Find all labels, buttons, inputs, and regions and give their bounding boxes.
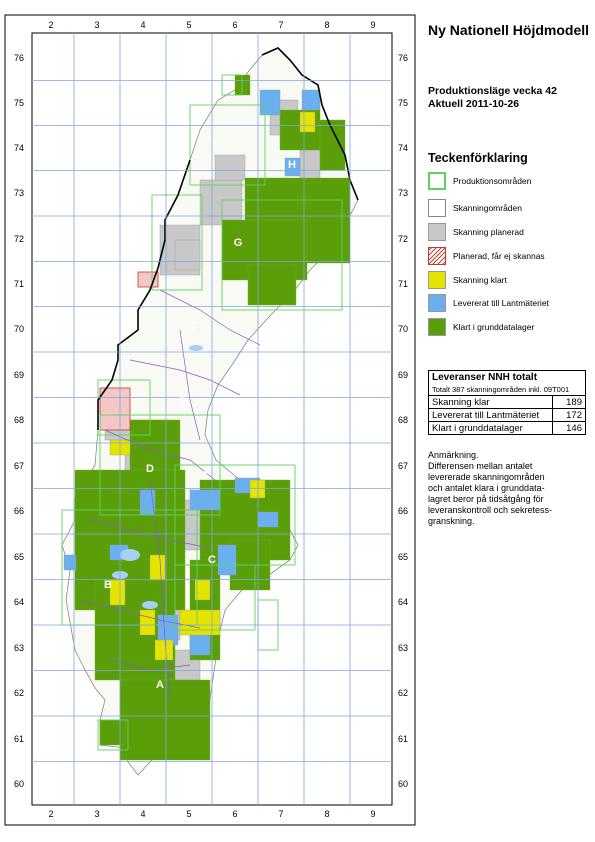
production-status bbox=[428, 85, 557, 111]
legend-item-scan-area bbox=[428, 199, 595, 219]
delivered-swatch bbox=[428, 294, 446, 312]
legend-item-delivered bbox=[428, 294, 595, 314]
x-axis-label-bottom: 7 bbox=[278, 809, 284, 819]
scan-done-swatch bbox=[428, 271, 446, 289]
legend-title: Teckenförklaring bbox=[428, 151, 528, 165]
region-letter-e: E bbox=[258, 628, 266, 640]
region-letter-a: A bbox=[156, 679, 164, 691]
y-axis-label-left: 67 bbox=[13, 461, 25, 471]
y-axis-label-right: 72 bbox=[397, 234, 409, 244]
legend-label: Produktionsområden bbox=[453, 176, 532, 186]
y-axis-label-left: 61 bbox=[13, 734, 25, 744]
region-letter-c: C bbox=[208, 554, 216, 566]
y-axis-label-left: 72 bbox=[13, 234, 25, 244]
region-letter-h: H bbox=[288, 159, 296, 171]
x-axis-label-top: 5 bbox=[186, 20, 192, 30]
row-value: 146 bbox=[553, 422, 586, 435]
y-axis-label-left: 64 bbox=[13, 597, 25, 607]
legend-item-planned bbox=[428, 223, 595, 243]
y-axis-label-right: 62 bbox=[397, 688, 409, 698]
row-label: Skanning klar bbox=[429, 396, 553, 409]
legend-item-scan-done bbox=[428, 271, 595, 291]
y-axis-label-right: 69 bbox=[397, 370, 409, 380]
x-axis-label-bottom: 5 bbox=[186, 809, 192, 819]
y-axis-label-right: 60 bbox=[397, 779, 409, 789]
legend-label: Skanningområden bbox=[453, 203, 522, 213]
y-axis-label-left: 70 bbox=[13, 324, 25, 334]
y-axis-label-right: 68 bbox=[397, 415, 409, 425]
region-letter-f: F bbox=[191, 321, 199, 333]
y-axis-label-left: 74 bbox=[13, 143, 25, 153]
x-axis-label-top: 3 bbox=[94, 20, 100, 30]
note-line: levererade skanningområden bbox=[428, 472, 545, 482]
row-label: Klart i grunddatalager bbox=[429, 422, 553, 435]
y-axis-label-left: 65 bbox=[13, 552, 25, 562]
x-axis-label-bottom: 4 bbox=[140, 809, 146, 819]
region-letter-f: F bbox=[203, 467, 211, 479]
y-axis-label-left: 71 bbox=[13, 279, 25, 289]
deliveries-header: Leveranser NNH totalt bbox=[429, 371, 586, 384]
remark-note bbox=[428, 450, 588, 527]
row-value: 189 bbox=[553, 396, 586, 409]
legend-label: Skanning planerad bbox=[453, 227, 524, 237]
row-value: 172 bbox=[553, 409, 586, 422]
note-line: leveranskontroll och sekretess- bbox=[428, 505, 553, 515]
status-date: Aktuell 2011-10-26 bbox=[428, 98, 520, 110]
deliveries-subheader: Totalt 387 skanningområden inkl. 09T001 bbox=[429, 383, 586, 396]
y-axis-label-left: 75 bbox=[13, 98, 25, 108]
y-axis-label-left: 66 bbox=[13, 506, 25, 516]
y-axis-label-right: 64 bbox=[397, 597, 409, 607]
legend-label: Planerad, får ej skannas bbox=[453, 251, 545, 261]
y-axis-label-right: 73 bbox=[397, 188, 409, 198]
table-row bbox=[429, 409, 586, 422]
legend-label: Levererat till Lantmäteriet bbox=[453, 298, 549, 308]
y-axis-label-left: 69 bbox=[13, 370, 25, 380]
legend-item-in-database bbox=[428, 318, 595, 338]
y-axis-label-left: 76 bbox=[13, 53, 25, 63]
restricted-hatch-swatch bbox=[428, 247, 446, 265]
note-line: Differensen mellan antalet bbox=[428, 461, 533, 471]
scan-area-swatch bbox=[428, 199, 446, 217]
x-axis-label-top: 9 bbox=[370, 20, 376, 30]
map-title: Ny Nationell Höjdmodell bbox=[428, 22, 590, 38]
x-axis-label-top: 8 bbox=[324, 20, 330, 30]
y-axis-label-right: 76 bbox=[397, 53, 409, 63]
table-row bbox=[429, 422, 586, 435]
y-axis-label-right: 63 bbox=[397, 643, 409, 653]
production-area-swatch bbox=[428, 172, 446, 190]
x-axis-label-bottom: 8 bbox=[324, 809, 330, 819]
note-line: granskning. bbox=[428, 516, 475, 526]
y-axis-label-right: 70 bbox=[397, 324, 409, 334]
y-axis-label-left: 62 bbox=[13, 688, 25, 698]
x-axis-label-bottom: 6 bbox=[232, 809, 238, 819]
x-axis-label-bottom: 9 bbox=[370, 809, 376, 819]
x-axis-label-top: 6 bbox=[232, 20, 238, 30]
table-row bbox=[429, 396, 586, 409]
x-axis-label-bottom: 2 bbox=[48, 809, 54, 819]
region-letter-g: G bbox=[233, 237, 243, 249]
y-axis-label-left: 63 bbox=[13, 643, 25, 653]
y-axis-label-right: 74 bbox=[397, 143, 409, 153]
legend-item-production-area bbox=[428, 172, 595, 192]
x-axis-label-top: 7 bbox=[278, 20, 284, 30]
legend-label: Klart i grunddatalager bbox=[453, 322, 535, 332]
y-axis-label-right: 65 bbox=[397, 552, 409, 562]
y-axis-label-left: 68 bbox=[13, 415, 25, 425]
region-letter-d: D bbox=[146, 463, 154, 475]
x-axis-label-bottom: 3 bbox=[94, 809, 100, 819]
y-axis-label-left: 73 bbox=[13, 188, 25, 198]
legend-label: Skanning klart bbox=[453, 275, 507, 285]
y-axis-label-right: 75 bbox=[397, 98, 409, 108]
row-label: Levererat till Lantmäteriet bbox=[429, 409, 553, 422]
in-database-swatch bbox=[428, 318, 446, 336]
y-axis-label-right: 67 bbox=[397, 461, 409, 471]
note-line: och antalet klara i grunddata- bbox=[428, 483, 545, 493]
planned-swatch bbox=[428, 223, 446, 241]
region-letter-e: E bbox=[179, 393, 187, 405]
y-axis-label-right: 61 bbox=[397, 734, 409, 744]
deliveries-table bbox=[428, 370, 586, 435]
x-axis-label-top: 4 bbox=[140, 20, 146, 30]
y-axis-label-right: 66 bbox=[397, 506, 409, 516]
note-line: Anmärkning. bbox=[428, 450, 479, 460]
y-axis-label-left: 60 bbox=[13, 779, 25, 789]
region-letter-i: I bbox=[213, 141, 217, 153]
region-letter-b: B bbox=[104, 579, 112, 591]
x-axis-label-top: 2 bbox=[48, 20, 54, 30]
note-line: lagret beror på tidsåtgång för bbox=[428, 494, 544, 504]
status-week: Produktionsläge vecka 42 bbox=[428, 85, 557, 97]
y-axis-label-right: 71 bbox=[397, 279, 409, 289]
legend-item-restricted bbox=[428, 247, 595, 267]
